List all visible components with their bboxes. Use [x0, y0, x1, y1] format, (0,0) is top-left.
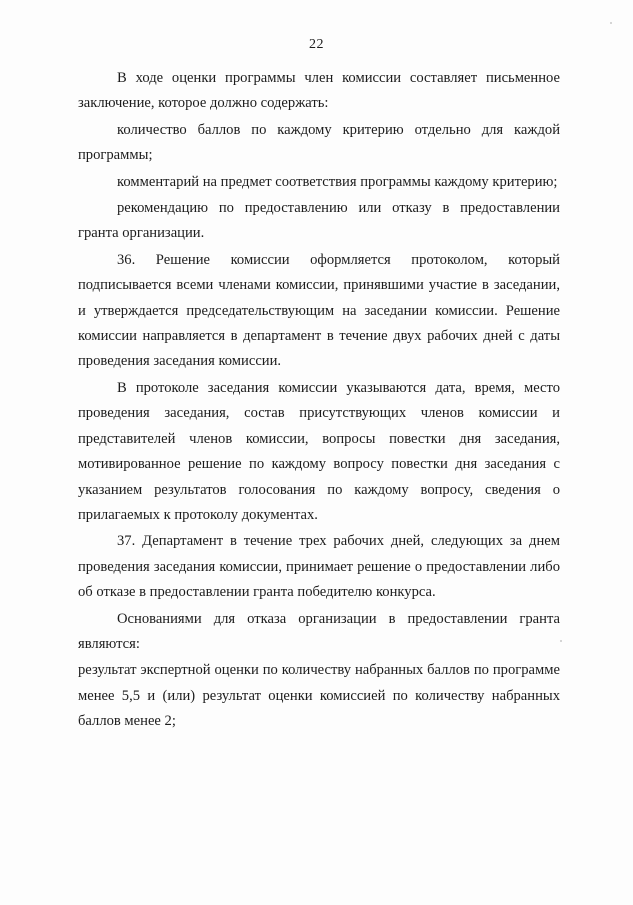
paragraph-protocol-contents: В протоколе заседания комиссии указываются дата, время, место проведения заседания, состав присутствующих членов комиссии и представителей членов комиссии, вопросы повестки дня заседания, мотивированное решение по каждому вопросу повестки дня заседания с указанием результатов голосования по каждому вопросу, сведения о прилагаемых к протоколу документах.: [78, 379, 560, 523]
paragraph-recommendation: рекомендацию по предоставлению или отказу в предоставлении гранта организации.: [78, 200, 560, 242]
paragraph-item-36: 36. Решение комиссии оформляется протоколом, который подписывается всеми членами комиссии, принявшими участие в заседании, и утверждается председательствующим на заседании комиссии. Решение комиссии направляется в департамент в течение двух рабочих дней с даты проведения заседания комиссии.: [78, 251, 560, 370]
page-number: 22: [309, 37, 324, 52]
paragraph-comment: комментарий на предмет соответствия программы каждому критерию;: [117, 173, 558, 190]
scan-speck: [560, 640, 562, 642]
paragraph-intro: В ходе оценки программы член комиссии составляет письменное заключение, которое должно содержать:: [78, 70, 560, 112]
paragraph-item-37: 37. Департамент в течение трех рабочих дней, следующих за днем проведения заседания комиссии, принимает решение о предоставлении либо об отказе в предоставлении гранта победителю конкурса.: [78, 533, 560, 601]
document-body: [78, 66, 560, 735]
paragraph-points-count: количество баллов по каждому критерию отдельно для каждой программы;: [78, 121, 560, 164]
paragraph-refusal-grounds: Основаниями для отказа организации в предоставлении гранта являются:: [78, 610, 560, 652]
paragraph-refusal-reason-score: результат экспертной оценки по количеству набранных баллов по программе менее 5,5 и (или) результат оценки комиссией по количеству набранных баллов менее 2;: [78, 662, 560, 730]
scan-speck: [610, 22, 612, 24]
